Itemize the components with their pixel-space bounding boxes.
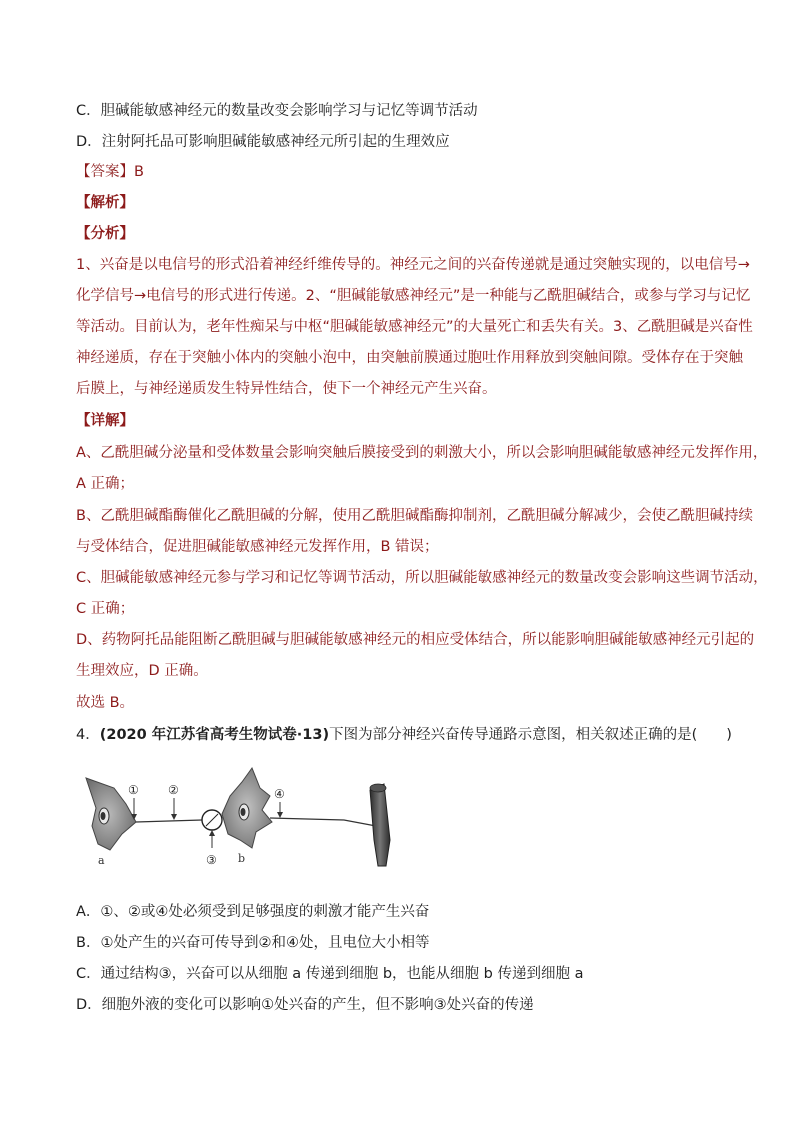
label-4: ④ [274,787,285,801]
xiangjie-line: A、乙酰胆碱分泌量和受体数量会影响突触后膜接受到的刺激大小，所以会影响胆碱能敏感神经元发挥作用， [76,445,768,461]
q4-option-b: B．①处产生的兴奋可传导到②和④处，且电位大小相等 [76,935,430,951]
q4-stem-text: 下图为部分神经兴奋传导通路示意图，相关叙述正确的是( ) [329,727,732,743]
xiangjie-heading: 【详解】 [76,413,134,429]
neural-pathway-figure [84,760,414,880]
q4-stem [76,725,732,745]
axon-a [136,820,202,822]
q4-number: 4． [76,727,100,743]
q4-option-a: A．①、②或④处必须受到足够强度的刺激才能产生兴奋 [76,904,430,920]
label-1: ① [128,783,139,797]
fenxi-line: 1、兴奋是以电信号的形式沿着神经纤维传导的。神经元之间的兴奋传递就是通过突触实现的，以电信号→ [76,257,750,273]
option-d-prev: D．注射阿托品可影响胆碱能敏感神经元所引起的生理效应 [76,134,450,150]
xiangjie-line: C 正确； [76,601,135,617]
fenxi-line: 神经递质，存在于突触小体内的突触小泡中，由突触前膜通过胞吐作用释放到突触间隙。受体存在于突触 [76,350,743,366]
label-b: b [238,852,246,865]
label-3: ③ [206,853,217,867]
q4-source: (2020 年江苏省高考生物试卷·13) [99,727,330,743]
label-a: a [98,854,105,867]
xiangjie-line: 与受体结合，促进胆碱能敏感神经元发挥作用，B 错误； [76,539,439,555]
answer-line: 【答案】B [76,164,144,180]
fenxi-line: 后膜上，与神经递质发生特异性结合，使下一个神经元产生兴奋。 [76,381,497,397]
option-c-prev: C．胆碱能敏感神经元的数量改变会影响学习与记忆等调节活动 [76,103,478,119]
xiangjie-line: C、胆碱能敏感神经元参与学习和记忆等调节活动，所以胆碱能敏感神经元的数量改变会影响这些调节活动， [76,570,768,586]
fenxi-heading: 【分析】 [76,226,134,242]
q4-option-c: C．通过结构③，兴奋可以从细胞 a 传递到细胞 b，也能从细胞 b 传递到细胞 a [76,966,584,982]
fenxi-line: 等活动。目前认为，老年性痴呆与中枢“胆碱能敏感神经元”的大量死亡和丢失有关。3、乙酰胆碱是兴奋性 [76,319,753,335]
xiangjie-line: A 正确； [76,476,135,492]
q4-option-d: D．细胞外液的变化可以影响①处兴奋的产生，但不影响③处兴奋的传递 [76,997,534,1013]
conclusion-line: 故选 B。 [76,695,135,711]
xiangjie-line: 生理效应，D 正确。 [76,663,208,679]
cell-b [222,768,272,848]
jiexi-heading: 【解析】 [76,195,134,211]
xiangjie-line: B、乙酰胆碱酯酶催化乙酰胆碱的分解，使用乙酰胆碱酯酶抑制剂，乙酰胆碱分解减少，会使乙酰胆碱持续 [76,508,753,524]
fenxi-line: 化学信号→电信号的形式进行传递。2、“胆碱能敏感神经元”是一种能与乙酰胆碱结合，或参与学习与记忆 [76,288,751,304]
axon-b [270,818,376,826]
label-2: ② [168,783,179,797]
effector-muscle [370,784,390,866]
xiangjie-line: D、药物阿托品能阻断乙酰胆碱与胆碱能敏感神经元的相应受体结合，所以能影响胆碱能敏感神经元引起的 [76,632,755,648]
